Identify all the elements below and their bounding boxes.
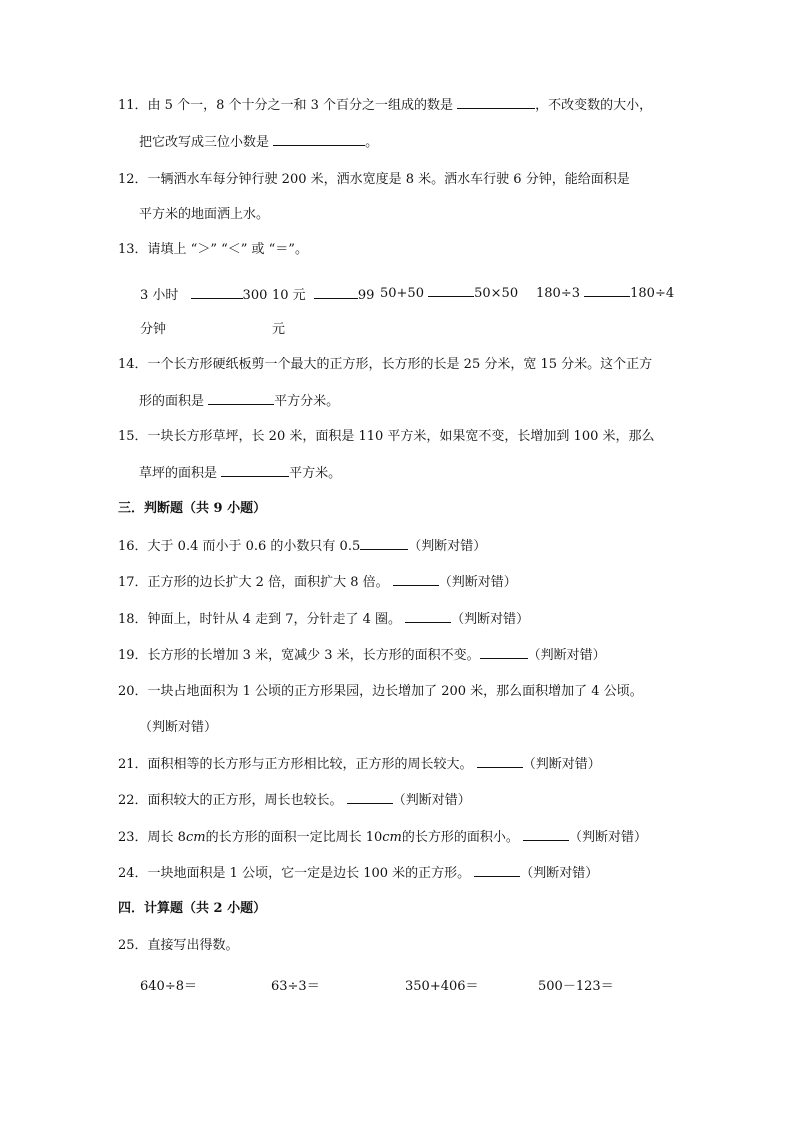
judge-blank[interactable] [480, 646, 528, 659]
compare-blank[interactable] [191, 286, 243, 299]
question-20-judge: （判断对错） [139, 720, 218, 735]
answer-blank[interactable] [208, 392, 274, 405]
judge-blank[interactable] [405, 610, 451, 623]
compare-blank[interactable] [314, 286, 358, 299]
question-12-line2: 平方米的地面洒上水。 [139, 207, 270, 222]
answer-blank[interactable] [457, 96, 535, 109]
question-21: 21．面积相等的长方形与正方形相比较，正方形的周长较大。 （判断对错） [118, 757, 601, 772]
question-18: 18．钟面上，时针从 4 走到 7，分针走了 4 圈。 （判断对错） [118, 612, 530, 627]
section-4-title: 四．计算题（共 2 小题） [118, 901, 267, 916]
question-13-line1: 13．请填上 “＞” “＜” 或 “＝”。 [118, 242, 308, 257]
judge-blank[interactable] [393, 573, 439, 586]
question-19: 19．长方形的长增加 3 米，宽减少 3 米，长方形的面积不变。 （判断对错） [118, 648, 606, 663]
compare-item-3: 50+50 50×50 [380, 286, 519, 301]
answer-blank[interactable] [273, 133, 365, 146]
calc-item-2: 63÷3＝ [271, 979, 320, 994]
question-12-line1: 12．一辆洒水车每分钟行驶 200 米，洒水宽度是 8 米。洒水车行驶 6 分钟，能给面积是 [118, 172, 630, 187]
answer-blank[interactable] [221, 464, 289, 477]
compare-item-4: 180÷3 180÷4 [536, 286, 675, 301]
question-17: 17．正方形的边长扩大 2 倍，面积扩大 8 倍。 （判断对错） [118, 575, 517, 590]
question-23: 23．周长 8cm的长方形的面积一定比周长 10cm的长方形的面积小。 （判断对错） [118, 830, 648, 845]
compare-unit-2: 元 [272, 322, 286, 337]
question-14-line1: 14．一个长方形硬纸板剪一个最大的正方形，长方形的长是 25 分米，宽 15 分米。这个正方 [118, 357, 653, 372]
question-15-line1: 15．一块长方形草坪，长 20 米，面积是 110 平方米，如果宽不变，长增加到 100 米，那么 [118, 429, 655, 444]
question-24: 24．一块地面积是 1 公顷，它一定是边长 100 米的正方形。 （判断对错） [118, 866, 599, 881]
question-14-line2: 形的面积是 平方分米。 [139, 394, 340, 409]
compare-unit-1: 分钟 [140, 322, 167, 337]
judge-blank[interactable] [477, 755, 523, 768]
judge-blank[interactable] [347, 791, 393, 804]
question-16: 16．大于 0.4 而小于 0.6 的小数只有 0.5 （判断对错） [118, 539, 487, 554]
compare-blank[interactable] [428, 284, 474, 297]
compare-blank[interactable] [584, 284, 630, 297]
judge-blank[interactable] [474, 864, 520, 877]
question-11-line2: 把它改写成三位小数是 。 [139, 135, 379, 150]
question-20: 20．一块占地面积为 1 公顷的正方形果园，边长增加了 200 米，那么面积增加了 4 公顷。 [118, 684, 643, 699]
calc-item-3: 350+406＝ [405, 979, 479, 994]
calc-item-4: 500－123＝ [538, 979, 614, 994]
compare-item-2: 10 元 99 [272, 288, 375, 303]
question-15-line2: 草坪的面积是 平方米。 [139, 466, 342, 481]
question-11-line1: 11．由 5 个一，8 个十分之一和 3 个百分之一组成的数是 ，不改变数的大小， [118, 98, 653, 113]
section-3-title: 三．判断题（共 9 小题） [118, 501, 267, 516]
judge-blank[interactable] [523, 828, 569, 841]
judge-blank[interactable] [360, 537, 408, 550]
compare-item-1: 3 小时 300 [140, 288, 268, 303]
question-25: 25．直接写出得数。 [118, 938, 239, 953]
question-22: 22．面积较大的正方形，周长也较长。 （判断对错） [118, 793, 471, 808]
calc-item-1: 640÷8＝ [140, 979, 197, 994]
